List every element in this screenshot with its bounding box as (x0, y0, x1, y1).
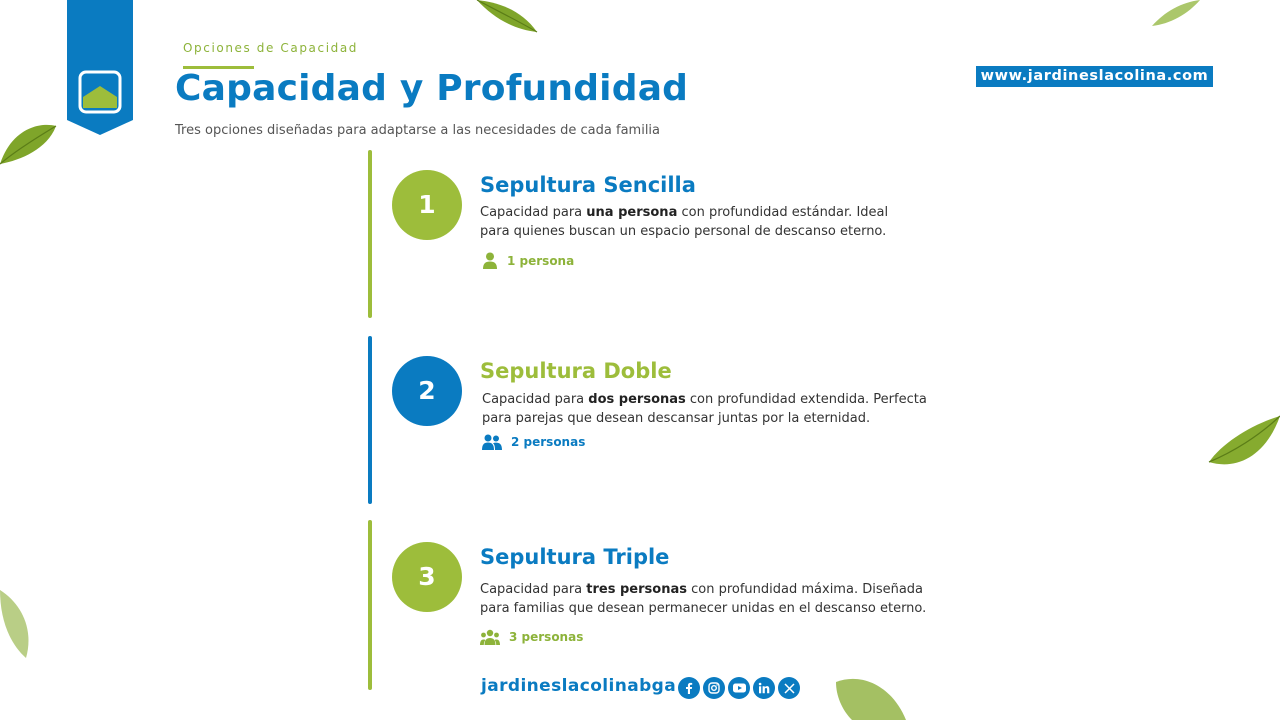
option-description: Capacidad para tres personas con profundidad máxima. Diseñada para familias que desean permanecer unidas en el descanso eterno. (480, 582, 927, 616)
option-description: Capacidad para dos personas con profundidad extendida. Perfecta para parejas que desean descansar juntas por la eternidad. (482, 392, 927, 426)
x-icon[interactable] (778, 677, 800, 699)
social-icons (678, 677, 800, 699)
youtube-icon[interactable] (728, 677, 750, 699)
leaf-decoration (1150, 0, 1205, 28)
option-title: Sepultura Doble (480, 359, 672, 383)
eyebrow-label: Opciones de Capacidad (183, 41, 359, 55)
option-title: Sepultura Triple (480, 545, 670, 569)
card-accent-bar (368, 336, 372, 504)
group-icon (480, 629, 500, 645)
option-number: 2 (392, 356, 462, 426)
option-number: 1 (392, 170, 462, 240)
option-number: 3 (392, 542, 462, 612)
leaf-decoration (475, 0, 545, 40)
card-accent-bar (368, 150, 372, 318)
leaf-decoration (0, 590, 34, 660)
option-title: Sepultura Sencilla (480, 173, 696, 197)
logo-bookmark (67, 0, 133, 135)
two-people-icon (482, 434, 502, 450)
capacity-label: 1 persona (482, 252, 574, 269)
linkedin-icon[interactable] (753, 677, 775, 699)
page-title: Capacidad y Profundidad (175, 68, 689, 109)
leaf-decoration (832, 672, 908, 720)
card-accent-bar (368, 520, 372, 690)
leaf-decoration (1205, 412, 1280, 474)
option-description: Capacidad para una persona con profundidad estándar. Ideal para quienes buscan un espacio personal de descanso eterno. (480, 205, 889, 239)
capacity-label: 2 personas (482, 434, 585, 450)
capacity-label: 3 personas (480, 629, 583, 645)
page-subtitle: Tres opciones diseñadas para adaptarse a las necesidades de cada familia (175, 123, 661, 138)
facebook-icon[interactable] (678, 677, 700, 699)
instagram-icon[interactable] (703, 677, 725, 699)
person-icon (482, 252, 498, 269)
leaf-decoration (0, 120, 58, 166)
website-link[interactable]: www.jardineslacolina.com (976, 66, 1213, 87)
social-handle[interactable]: jardineslacolinabga (481, 676, 677, 696)
